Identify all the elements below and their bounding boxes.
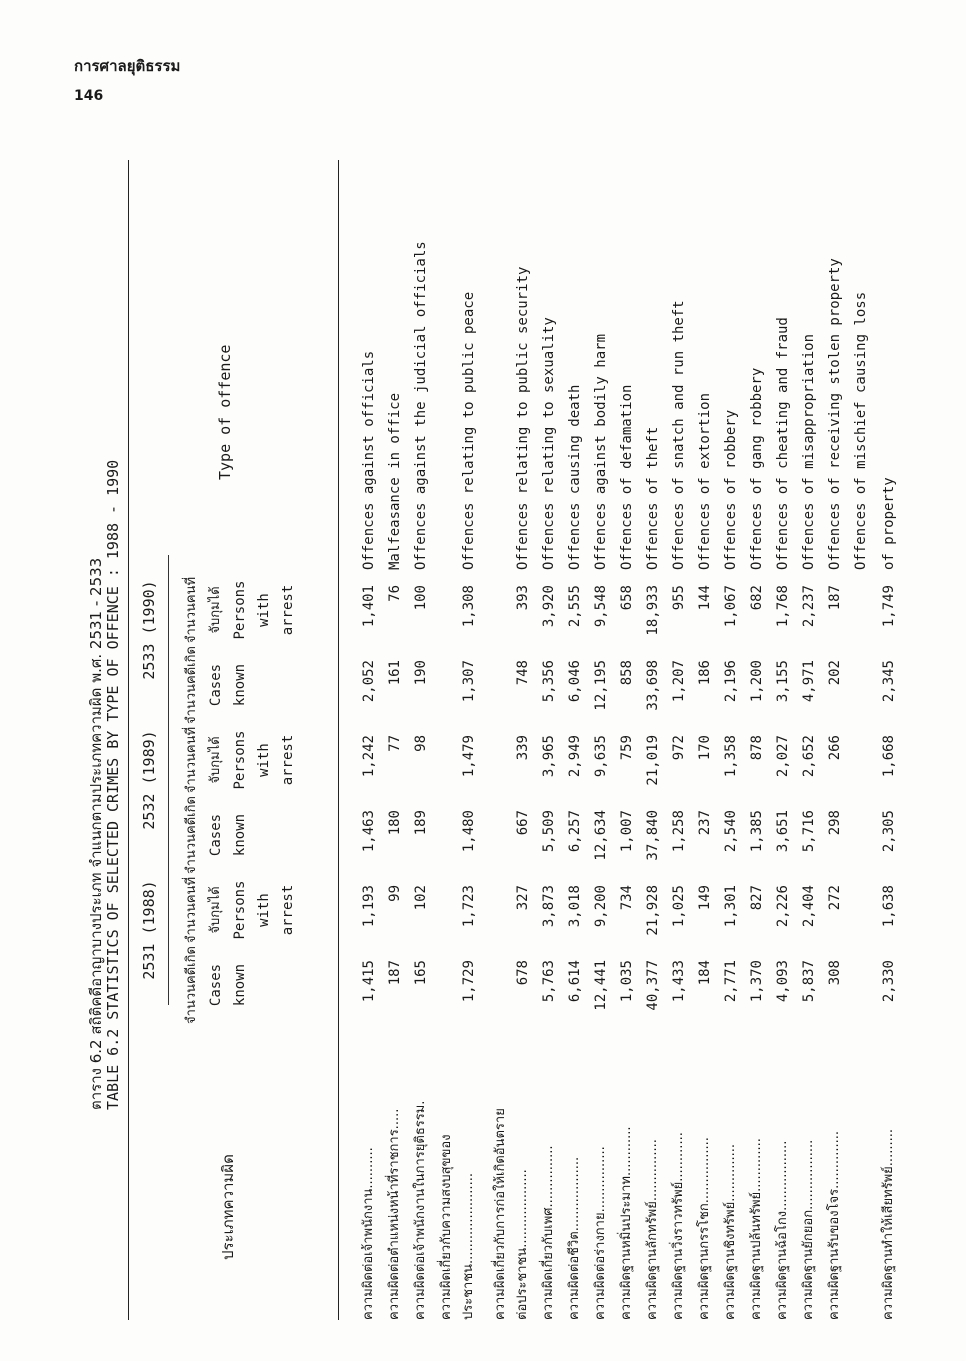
column-header-cases: จำนวนคดีเกิด Cases known bbox=[184, 796, 248, 874]
table-row bbox=[822, 160, 848, 1320]
persons-arrested-cell: 3,018 bbox=[567, 885, 583, 928]
persons-arrested-cell: 1,401 bbox=[361, 585, 377, 628]
offence-type-thai: ความผิดฐานชิงทรัพย์.............. bbox=[723, 1143, 738, 1320]
cases-known-cell: 2,196 bbox=[723, 660, 739, 703]
offence-type-english: Offences relating to public security bbox=[515, 266, 531, 570]
column-header-cases: จำนวนคดีเกิด Cases known bbox=[184, 946, 248, 1024]
persons-arrested-cell: 1,301 bbox=[723, 885, 739, 928]
offence-type-thai: ความผิดฐานวิ่งราวทรัพย์............ bbox=[671, 1132, 686, 1320]
persons-arrested-cell: 2,652 bbox=[801, 735, 817, 778]
cases-known-cell: 1,200 bbox=[749, 660, 765, 703]
table-row bbox=[692, 160, 718, 1320]
offence-type-english: Offences against bodily harm bbox=[593, 333, 609, 570]
persons-arrested-cell: 682 bbox=[749, 585, 765, 611]
offence-type-thai: ความผิดเกี่ยวกับความสงบสุขของ bbox=[439, 1134, 454, 1320]
offence-type-english: Offences relating to public peace bbox=[461, 291, 477, 570]
persons-arrested-cell: 1,638 bbox=[881, 885, 897, 928]
cases-known-cell: 858 bbox=[619, 660, 635, 686]
persons-arrested-cell: 98 bbox=[413, 735, 429, 752]
year-underline bbox=[168, 705, 169, 855]
persons-arrested-cell: 102 bbox=[413, 885, 429, 911]
page-number: 146 bbox=[74, 88, 104, 104]
offence-type-thai: ความผิดฐานกรรโชก................ bbox=[697, 1137, 712, 1320]
table-row bbox=[356, 160, 382, 1320]
persons-arrested-cell: 187 bbox=[827, 585, 843, 611]
offence-type-english: Offences of snatch and run theft bbox=[671, 300, 687, 570]
table-caption-thai: ตาราง 6.2 สถิติคดีอาญาบางประเภท จำแนกตามประเภทความผิด พ.ศ. 2531 - 2533 bbox=[87, 557, 105, 1110]
persons-arrested-cell: 1,067 bbox=[723, 585, 739, 628]
cases-known-cell: 1,007 bbox=[619, 810, 635, 853]
cases-known-cell: 1,415 bbox=[361, 960, 377, 1003]
persons-arrested-cell: 1,242 bbox=[361, 735, 377, 778]
offence-type-english: Malfeasance in office bbox=[387, 392, 403, 570]
persons-arrested-cell: 100 bbox=[413, 585, 429, 611]
book-title: การศาลยุติธรรม bbox=[74, 57, 181, 75]
cases-known-cell: 202 bbox=[827, 660, 843, 686]
table-row bbox=[796, 160, 822, 1320]
column-header-type-english: Type of offence bbox=[216, 344, 234, 480]
offence-type-thai: ความผิดต่อเจ้าพนักงานในการยุติธรรม. bbox=[413, 1100, 428, 1320]
column-header-persons: จำนวนคนที่จับกุมได้ Persons with arrest bbox=[184, 576, 296, 644]
persons-arrested-cell: 144 bbox=[697, 585, 713, 611]
cases-known-cell: 748 bbox=[515, 660, 531, 686]
table-row bbox=[770, 160, 796, 1320]
offence-type-thai: ความผิดต่อเจ้าพนักงาน.......... bbox=[361, 1147, 376, 1320]
cases-known-cell: 190 bbox=[413, 660, 429, 686]
persons-arrested-cell: 2,226 bbox=[775, 885, 791, 928]
offence-type-english: Offences relating to sexuality bbox=[541, 317, 557, 570]
persons-arrested-cell: 3,920 bbox=[541, 585, 557, 628]
column-header-type-thai: ประเภทความผิด bbox=[219, 1154, 237, 1260]
offence-type-thai: ความผิดฐานยักยอก................. bbox=[801, 1139, 816, 1320]
offence-type-thai: ความผิดฐานฉ้อโกง................. bbox=[775, 1140, 790, 1320]
table-row bbox=[408, 160, 434, 1320]
persons-arrested-cell: 99 bbox=[387, 885, 403, 902]
cases-known-cell: 12,441 bbox=[593, 960, 609, 1011]
cases-known-cell: 4,093 bbox=[775, 960, 791, 1003]
persons-arrested-cell: 266 bbox=[827, 735, 843, 761]
cases-known-cell: 298 bbox=[827, 810, 843, 836]
offence-type-thai: ความผิดเกี่ยวกับการก่อให้เกิดอันตราย bbox=[493, 1108, 508, 1320]
table-row bbox=[562, 160, 588, 1320]
persons-arrested-cell: 2,949 bbox=[567, 735, 583, 778]
persons-arrested-cell: 339 bbox=[515, 735, 531, 761]
offence-type-english: Offences of extortion bbox=[697, 392, 713, 570]
persons-arrested-cell: 170 bbox=[697, 735, 713, 761]
persons-arrested-cell: 2,404 bbox=[801, 885, 817, 928]
year-header-1988: 2531 (1988) bbox=[140, 880, 158, 980]
year-header-1990: 2533 (1990) bbox=[140, 580, 158, 680]
offence-type-thai: ความผิดต่อตำแหน่งหน้าที่ราชการ..... bbox=[387, 1108, 402, 1320]
page-header bbox=[74, 54, 180, 104]
cases-known-cell: 2,771 bbox=[723, 960, 739, 1003]
table-caption-english: TABLE 6.2 STATISTICS OF SELECTED CRIMES BY TYPE OF OFFENCE : 1988 - 1990 bbox=[104, 459, 122, 1110]
cases-known-cell: 1,463 bbox=[361, 810, 377, 853]
offence-type-thai: ความผิดฐานทำให้เสียทรัพย์......... bbox=[881, 1129, 896, 1320]
cases-known-cell: 5,716 bbox=[801, 810, 817, 853]
offence-type-thai: ความผิดฐานรับของโจร.............. bbox=[827, 1131, 842, 1320]
cases-known-cell: 2,345 bbox=[881, 660, 897, 703]
table-row bbox=[456, 160, 482, 1320]
offence-type-thai: ความผิดฐานปล้นทรัพย์............. bbox=[749, 1138, 764, 1320]
cases-known-cell: 12,195 bbox=[593, 660, 609, 711]
header-rule bbox=[338, 160, 339, 1320]
offence-type-english: Offences of robbery bbox=[723, 409, 739, 570]
offence-type-english: Offences against the judicial officials bbox=[413, 241, 429, 570]
table-row bbox=[640, 160, 666, 1320]
persons-arrested-cell: 658 bbox=[619, 585, 635, 611]
cases-known-cell: 1,729 bbox=[461, 960, 477, 1003]
table-row bbox=[848, 160, 874, 1320]
cases-known-cell: 5,509 bbox=[541, 810, 557, 853]
cases-known-cell: 678 bbox=[515, 960, 531, 986]
column-header-persons: จำนวนคนที่จับกุมได้ Persons with arrest bbox=[184, 726, 296, 794]
offence-type-thai: ความผิดเกี่ยวกับเพศ............... bbox=[541, 1145, 556, 1320]
persons-arrested-cell: 1,749 bbox=[881, 585, 897, 628]
persons-arrested-cell: 76 bbox=[387, 585, 403, 602]
cases-known-cell: 161 bbox=[387, 660, 403, 686]
persons-arrested-cell: 734 bbox=[619, 885, 635, 911]
cases-known-cell: 2,305 bbox=[881, 810, 897, 853]
offence-type-english: Offences of theft bbox=[645, 426, 661, 570]
cases-known-cell: 1,207 bbox=[671, 660, 687, 703]
offence-type-english: Offences causing death bbox=[567, 384, 583, 570]
cases-known-cell: 3,651 bbox=[775, 810, 791, 853]
cases-known-cell: 1,370 bbox=[749, 960, 765, 1003]
cases-known-cell: 37,840 bbox=[645, 810, 661, 861]
table-row bbox=[876, 160, 902, 1320]
cases-known-cell: 667 bbox=[515, 810, 531, 836]
offence-type-english: Offences of mischief causing loss bbox=[853, 291, 869, 570]
table-row bbox=[666, 160, 692, 1320]
persons-arrested-cell: 827 bbox=[749, 885, 765, 911]
offence-type-thai: ประชาชน...................... bbox=[461, 1173, 476, 1320]
persons-arrested-cell: 9,200 bbox=[593, 885, 609, 928]
offence-type-english: Offences of gang robbery bbox=[749, 367, 765, 570]
persons-arrested-cell: 1,025 bbox=[671, 885, 687, 928]
cases-known-cell: 1,307 bbox=[461, 660, 477, 703]
offence-type-thai: ความผิดฐานลักทรัพย์............... bbox=[645, 1139, 660, 1320]
cases-known-cell: 5,763 bbox=[541, 960, 557, 1003]
offence-type-english: Offences of cheating and fraud bbox=[775, 317, 791, 570]
table-row bbox=[510, 160, 536, 1320]
persons-arrested-cell: 2,555 bbox=[567, 585, 583, 628]
offence-type-thai: ความผิดต่อชีวิต.................. bbox=[567, 1156, 582, 1320]
table-row bbox=[382, 160, 408, 1320]
persons-arrested-cell: 1,768 bbox=[775, 585, 791, 628]
persons-arrested-cell: 149 bbox=[697, 885, 713, 911]
cases-known-cell: 1,480 bbox=[461, 810, 477, 853]
persons-arrested-cell: 1,479 bbox=[461, 735, 477, 778]
persons-arrested-cell: 1,358 bbox=[723, 735, 739, 778]
cases-known-cell: 40,377 bbox=[645, 960, 661, 1011]
cases-known-cell: 12,634 bbox=[593, 810, 609, 861]
cases-known-cell: 189 bbox=[413, 810, 429, 836]
cases-known-cell: 1,433 bbox=[671, 960, 687, 1003]
persons-arrested-cell: 2,027 bbox=[775, 735, 791, 778]
persons-arrested-cell: 878 bbox=[749, 735, 765, 761]
cases-known-cell: 5,356 bbox=[541, 660, 557, 703]
cases-known-cell: 2,540 bbox=[723, 810, 739, 853]
persons-arrested-cell: 21,019 bbox=[645, 735, 661, 786]
offence-type-english: of property bbox=[881, 477, 897, 570]
column-header-persons: จำนวนคนที่จับกุมได้ Persons with arrest bbox=[184, 876, 296, 944]
offence-type-english: Offences against officials bbox=[361, 350, 377, 570]
year-header-1989: 2532 (1989) bbox=[140, 730, 158, 830]
persons-arrested-cell: 272 bbox=[827, 885, 843, 911]
persons-arrested-cell: 9,635 bbox=[593, 735, 609, 778]
persons-arrested-cell: 393 bbox=[515, 585, 531, 611]
cases-known-cell: 186 bbox=[697, 660, 713, 686]
cases-known-cell: 2,052 bbox=[361, 660, 377, 703]
rotated-table bbox=[76, 120, 897, 1320]
persons-arrested-cell: 1,723 bbox=[461, 885, 477, 928]
cases-known-cell: 33,698 bbox=[645, 660, 661, 711]
cases-known-cell: 187 bbox=[387, 960, 403, 986]
persons-arrested-cell: 3,965 bbox=[541, 735, 557, 778]
persons-arrested-cell: 3,873 bbox=[541, 885, 557, 928]
table-row bbox=[718, 160, 744, 1320]
offence-type-thai: ความผิดฐานหมิ่นประมาท............ bbox=[619, 1126, 634, 1320]
table-row bbox=[614, 160, 640, 1320]
cases-known-cell: 237 bbox=[697, 810, 713, 836]
table-row bbox=[744, 160, 770, 1320]
persons-arrested-cell: 1,193 bbox=[361, 885, 377, 928]
persons-arrested-cell: 77 bbox=[387, 735, 403, 752]
cases-known-cell: 5,837 bbox=[801, 960, 817, 1003]
table-row bbox=[536, 160, 562, 1320]
cases-known-cell: 6,614 bbox=[567, 960, 583, 1003]
cases-known-cell: 180 bbox=[387, 810, 403, 836]
persons-arrested-cell: 21,928 bbox=[645, 885, 661, 936]
year-underline bbox=[168, 855, 169, 1005]
cases-known-cell: 1,385 bbox=[749, 810, 765, 853]
year-underline bbox=[168, 555, 169, 705]
persons-arrested-cell: 2,237 bbox=[801, 585, 817, 628]
persons-arrested-cell: 9,548 bbox=[593, 585, 609, 628]
persons-arrested-cell: 1,308 bbox=[461, 585, 477, 628]
column-header-cases: จำนวนคดีเกิด Cases known bbox=[184, 646, 248, 724]
cases-known-cell: 1,258 bbox=[671, 810, 687, 853]
persons-arrested-cell: 18,933 bbox=[645, 585, 661, 636]
persons-arrested-cell: 955 bbox=[671, 585, 687, 611]
cases-known-cell: 4,971 bbox=[801, 660, 817, 703]
cases-known-cell: 6,046 bbox=[567, 660, 583, 703]
persons-arrested-cell: 327 bbox=[515, 885, 531, 911]
cases-known-cell: 184 bbox=[697, 960, 713, 986]
cases-known-cell: 6,257 bbox=[567, 810, 583, 853]
cases-known-cell: 3,155 bbox=[775, 660, 791, 703]
cases-known-cell: 1,035 bbox=[619, 960, 635, 1003]
offence-type-english: Offences of receiving stolen property bbox=[827, 258, 843, 570]
persons-arrested-cell: 972 bbox=[671, 735, 687, 761]
cases-known-cell: 308 bbox=[827, 960, 843, 986]
offence-type-thai: ต่อประชาชน................... bbox=[515, 1169, 530, 1320]
offence-type-english: Offences of misappropriation bbox=[801, 333, 817, 570]
persons-arrested-cell: 1,668 bbox=[881, 735, 897, 778]
table-row bbox=[588, 160, 614, 1320]
persons-arrested-cell: 759 bbox=[619, 735, 635, 761]
top-rule bbox=[128, 160, 129, 1320]
cases-known-cell: 165 bbox=[413, 960, 429, 986]
offence-type-thai: ความผิดต่อร่างกาย................ bbox=[593, 1146, 608, 1320]
cases-known-cell: 2,330 bbox=[881, 960, 897, 1003]
offence-type-english: Offences of defamation bbox=[619, 384, 635, 570]
